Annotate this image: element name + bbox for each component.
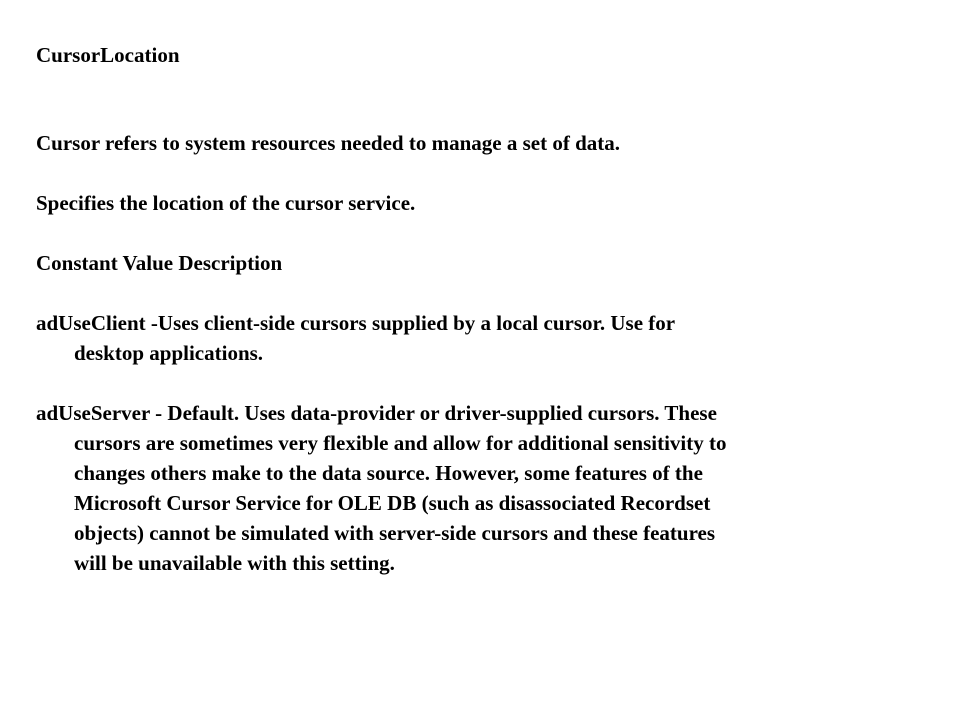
specifies-paragraph: Specifies the location of the cursor service. [36,191,416,215]
entry-aduseclient [36,308,936,368]
slide-title: CursorLocation [36,43,180,67]
definition-paragraph: Cursor refers to system resources needed to manage a set of data. [36,131,621,155]
entry-line: adUseServer - Default. Uses data-provider or driver-supplied cursors. These [36,401,717,425]
entry-line: desktop applications. [74,341,264,365]
entry-line: will be unavailable with this setting. [74,551,395,575]
spacer [36,70,936,100]
spacer [36,100,936,128]
entry-line: cursors are sometimes very flexible and allow for additional sensitivity to [74,431,727,455]
entry-line: Microsoft Cursor Service for OLE DB (such as disassociated Recordset [74,491,711,515]
entry-line: changes others make to the data source. However, some features of the [74,461,703,485]
table-header-paragraph: Constant Value Description [36,251,283,275]
slide-content [36,40,936,578]
entry-line: objects) cannot be simulated with server-side cursors and these features [74,521,716,545]
entry-line: adUseClient -Uses client-side cursors supplied by a local cursor. Use for [36,311,676,335]
spacer [36,158,936,188]
spacer [36,278,936,308]
entry-aduseserver [36,398,936,578]
spacer [36,218,936,248]
spacer [36,368,936,398]
